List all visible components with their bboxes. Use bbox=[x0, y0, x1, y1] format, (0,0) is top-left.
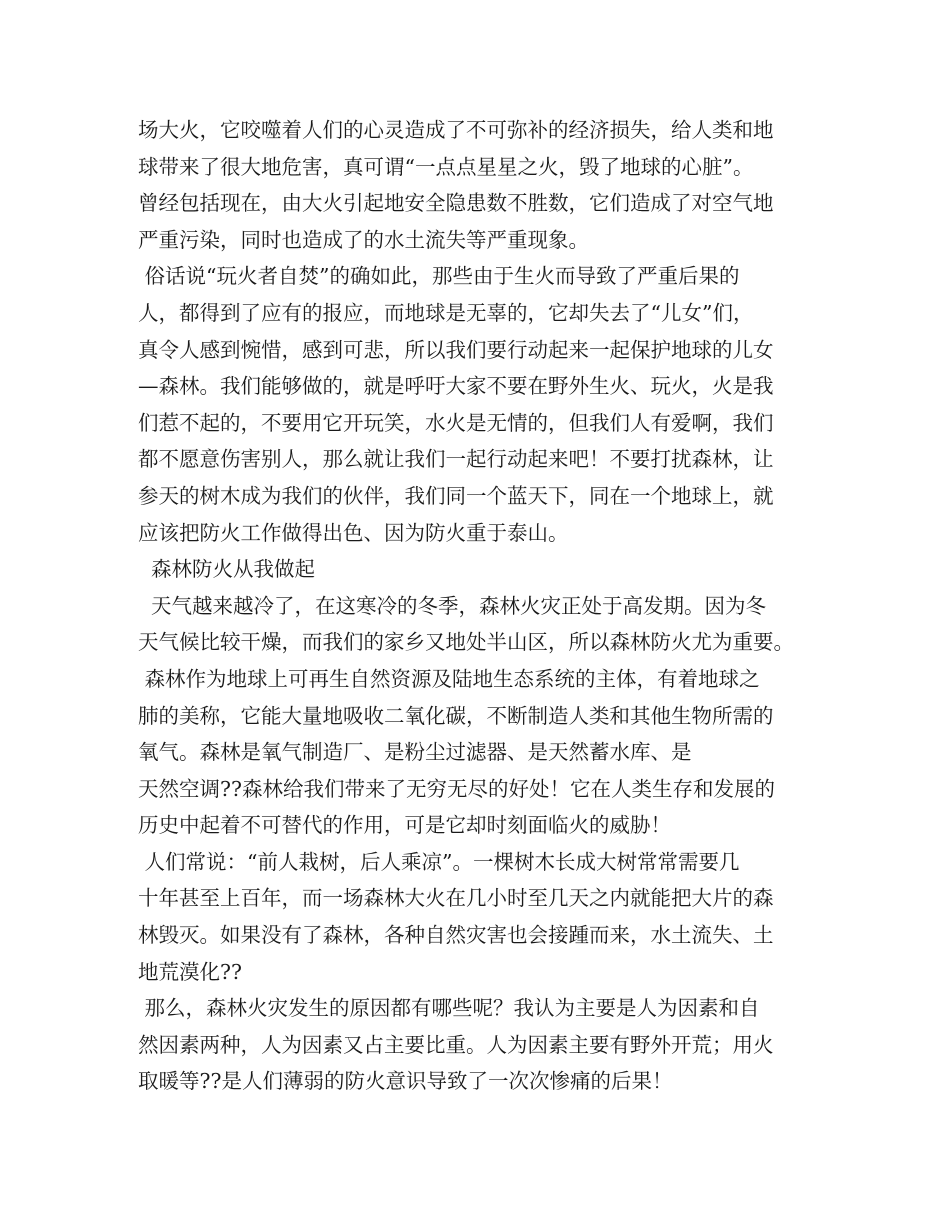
text-line: 天然空调??森林给我们带来了无穷无尽的好处！它在人类生存和发展的 bbox=[138, 776, 775, 801]
text-line: 氧气。森林是氧气制造厂、是粉尘过滤器、是天然蓄水库、是 bbox=[138, 740, 692, 765]
text-line: 都不愿意伤害别人，那么就让我们一起行动起来吧！不要打扰森林，让 bbox=[138, 447, 774, 472]
text-line: 森林防火从我做起 bbox=[138, 557, 316, 582]
text-line: 取暖等??是人们薄弱的防火意识导致了一次次惨痛的后果！ bbox=[138, 1069, 673, 1094]
text-line: 场大火，它咬噬着人们的心灵造成了不可弥补的经济损失，给人类和地 bbox=[138, 118, 774, 142]
text-line: 应该把防火工作做得出色、因为防火重于泰山。 bbox=[138, 520, 569, 545]
text-line: 天气候比较干燥，而我们的家乡又地处半山区，所以森林防火尤为重要。 bbox=[138, 630, 794, 655]
text-line: 地荒漠化?? bbox=[138, 959, 242, 984]
text-line: 真令人感到惋惜，感到可悲，所以我们要行动起来一起保护地球的儿女 bbox=[138, 337, 774, 362]
text-line: 球带来了很大地危害，真可谓“一点点星星之火，毁了地球的心脏”。 bbox=[138, 154, 754, 179]
text-line: 人们常说：“前人栽树，后人乘凉”。一棵树木长成大树常常需要几 bbox=[138, 849, 740, 874]
text-line: 们惹不起的，不要用它开玩笑，水火是无情的，但我们人有爱啊，我们 bbox=[138, 410, 774, 435]
document-body bbox=[138, 112, 838, 1100]
text-line: 十年甚至上百年，而一场森林大火在几小时至几天之内就能把大片的森 bbox=[138, 886, 774, 911]
text-line: 森林作为地球上可再生自然资源及陆地生态系统的主体，有着地球之 bbox=[138, 666, 760, 691]
text-line: 历史中起着不可替代的作用，可是它却时刻面临火的威胁！ bbox=[138, 813, 671, 838]
text-line: 然因素两种，人为因素又占主要比重。人为因素主要有野外开荒；用火 bbox=[138, 1032, 774, 1057]
text-line: —森林。我们能够做的，就是呼吁大家不要在野外生火、玩火，火是我 bbox=[138, 374, 774, 399]
text-line: 俗话说“玩火者自焚”的确如此，那些由于生火而导致了严重后果的 bbox=[138, 264, 740, 289]
text-line: 天气越来越冷了，在这寒冷的冬季，森林火灾正处于高发期。因为冬 bbox=[138, 593, 767, 618]
text-line: 人，都得到了应有的报应，而地球是无辜的，它却失去了“儿女”们， bbox=[138, 300, 754, 325]
text-line: 林毁灭。如果没有了森林，各种自然灾害也会接踵而来，水土流失、土 bbox=[138, 923, 774, 948]
text-line: 参天的树木成为我们的伙伴，我们同一个蓝天下，同在一个地球上，就 bbox=[138, 483, 774, 508]
text-line: 严重污染，同时也造成了的水土流失等严重现象。 bbox=[138, 227, 589, 252]
text-line: 肺的美称，它能大量地吸收二氧化碳，不断制造人类和其他生物所需的 bbox=[138, 703, 774, 728]
text-line: 曾经包括现在，由大火引起地安全隐患数不胜数，它们造成了对空气地 bbox=[138, 191, 774, 216]
text-line: 那么，森林火灾发生的原因都有哪些呢？我认为主要是人为因素和自 bbox=[138, 996, 760, 1021]
